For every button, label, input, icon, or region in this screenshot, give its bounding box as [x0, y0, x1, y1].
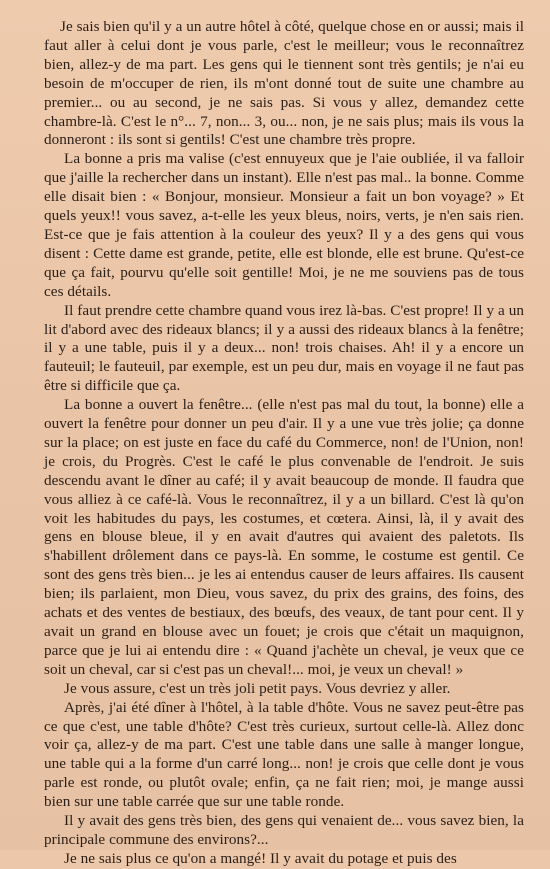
- paragraph: Il y avait des gens très bien, des gens qui venaient de... vous savez bien, la principale commune des environs?...: [44, 812, 524, 848]
- paragraph: Je ne sais plus ce qu'on a mangé! Il y avait du potage et puis des: [64, 849, 457, 867]
- paragraph: Je vous assure, c'est un très joli petit pays. Vous devriez y aller.: [64, 679, 451, 697]
- paragraph: La bonne a pris ma valise (c'est ennuyeux que je l'aie oubliée, il va falloir que j'aille la rechercher dans un instant). Elle n'est pas mal.. la bonne. Comme elle disait bien : « Bonjour, monsieur. Monsieur a fait un bon voyage? » Et quels yeux!! vous savez, a-t-elle les yeux bleus, noirs, verts, je n'en sais rien. Est-ce que je fais attention à la couleur des yeux? Il y a des gens qui vous disent : Cette dame est grande, petite, elle est blonde, elle est brune. Qu'est-ce que ça fait, pourvu qu'elle soit gentille! Moi, je ne me souviens pas de tous ces détails.: [44, 150, 524, 300]
- paragraph: Il faut prendre cette chambre quand vous irez là-bas. C'est propre! Il y a un lit d'abord avec des rideaux blancs; il y a aussi des rideaux blancs à la fenêtre; il y a une table, puis il y a deux... non! trois chaises. Ah! il y a encore un fauteuil; le fauteuil, par exemple, est un peu dur, mais en voyage il ne faut pas être si difficile que ça.: [44, 301, 524, 395]
- paragraph: La bonne a ouvert la fenêtre... (elle n'est pas mal du tout, la bonne) elle a ouvert la fenêtre pour donner un peu d'air. Il y a une vue très jolie; ça donne sur la place; on est juste en face du café du Commerce, non! de l'Union, non! je crois, du Progrès. C'est le café le plus convenable de l'endroit. Je suis descendu avant le dîner au café; il y avait beaucoup de monde. Il faudra que vous alliez à ce café-là. Vous le reconnaîtrez, il y a un billard. C'est là qu'on voit les habitudes du pays, les costumes, et cœtera. Ainsi, là, il y avait des gens en blouse bleue, il y en avait d'autres qui avaient des paletots. Ils s'habillent drôlement dans ce pays-là. En somme, le costume est gentil. Ce sont des gens très bien... je les ai entendus causer de leurs affaires. Ils causent bien; ils parlaient, mon Dieu, vous savez, du prix des grains, des foins, des achats et des ventes de bestiaux, des bœufs, des veaux, de tant pour cent. Il y avait un grand en blouse avec un fouet; je crois que c'était un maquignon, parce que je lui ai entendu dire : « Quand j'achète un cheval, je veux que ce soit un cheval, car si c'est pas un cheval!... moi, je veux un cheval! »: [44, 396, 524, 678]
- paragraph: Je sais bien qu'il y a un autre hôtel à côté, quelque chose en or aussi; mais il faut aller à celui dont je vous parle, c'est le meilleur; vous le reconnaîtrez bien, allez-y de ma part. Les gens qui le tiennent sont très gentils; je n'ai eu besoin de m'occuper de rien, ils m'ont donné tout de suite une chambre au premier... ou au second, je ne sais pas. Si vous y allez, demandez cette chambre-là. C'est le n°... 7, non... 3, ou... non, je ne sais plus; mais ils vous la donneront : ils sont si gentils! C'est une chambre très propre.: [44, 18, 524, 149]
- body-text: [44, 18, 524, 869]
- paragraph: Après, j'ai été dîner à l'hôtel, à la table d'hôte. Vous ne savez peut-être pas ce que c'est, une table d'hôte? C'est très curieux, surtout celle-là. Allez donc voir ça, allez-y de ma part. C'est une table dans une salle à manger longue, une table qui a la forme d'un carré long... non! je crois que celle dont je vous parle est ronde, ou plutôt ovale; enfin, ça ne fait rien; moi, je mange aussi bien sur une table carrée que sur une table ronde.: [44, 698, 524, 811]
